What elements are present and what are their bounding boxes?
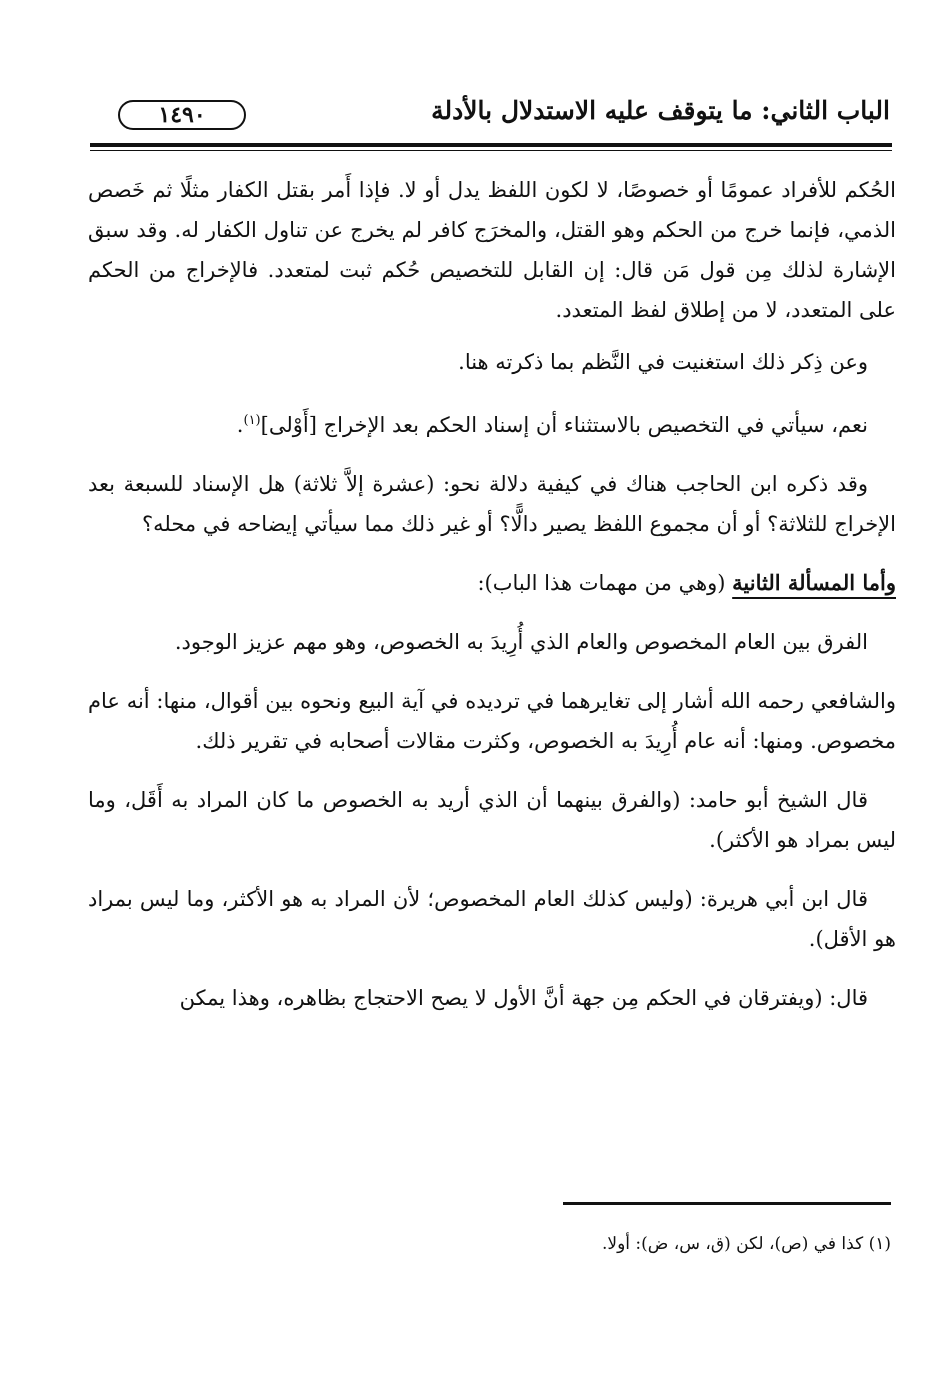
paragraph-2: وعن ذِكر ذلك استغنيت في النَّظم بما ذكرته هنا. xyxy=(458,350,868,374)
paragraph-8: قال الشيخ أبو حامد: (والفرق بينهما أن الذي أريد به الخصوص ما كان المراد به أَقَل، وما ليس بمراد هو الأكثر). xyxy=(88,788,896,852)
page-header xyxy=(90,96,890,138)
page-number: ١٤٩٠ xyxy=(118,100,246,130)
header-rule-thin xyxy=(90,150,892,151)
section-heading-note: (وهي من مهمات هذا الباب): xyxy=(477,571,733,595)
paragraph-3-text: نعم، سيأتي في التخصيص بالاستثناء أن إسناد الحكم بعد الإخراج [أَوْلى] xyxy=(260,413,868,437)
paragraph-5 xyxy=(88,563,896,603)
footnote-1: (١) كذا في (ص)، لكن (ق، س، ض): أولا. xyxy=(602,1234,891,1254)
paragraph-9: قال ابن أبي هريرة: (وليس كذلك العام المخصوص؛ لأن المراد به هو الأكثر، وما ليس بمراد هو الأقل). xyxy=(88,887,896,951)
paragraph-6: الفرق بين العام المخصوص والعام الذي أُرِيدَ به الخصوص، وهو مهم عزيز الوجود. xyxy=(174,630,868,654)
main-text xyxy=(88,170,896,1037)
paragraph-4: وقد ذكره ابن الحاجب هناك في كيفية دلالة نحو: (عشرة إلاَّ ثلاثة) هل الإسناد للسبعة بعد الإخراج للثلاثة؟ أو أن مجموع اللفظ يصير دالًّا؟ أو غير ذلك مما سيأتي إيضاحه في محله؟ xyxy=(88,472,896,536)
paragraph-3 xyxy=(88,401,896,445)
paragraph-10: قال: (ويفترقان في الحكم مِن جهة أنَّ الأول لا يصح الاحتجاج بظاهره، وهذا يمكن xyxy=(179,986,868,1010)
paragraph-1: الحُكم للأفراد عمومًا أو خصوصًا، لا لكون اللفظ يدل أو لا. فإذا أَمر بقتل الكفار مثلًا ثم خَصص الذمي، فإنما خرج من الحكم وهو القتل، والمخرَج كافر لم يخرج عن تناول الكفار له. وقد سبق الإشارة لذلك مِن قول مَن قال: إن القابل للتخصيص حُكم ثبت لمتعدد. فالإخراج من الحكم على المتعدد، لا من إطلاق لفظ المتعدد. xyxy=(88,178,896,322)
paragraph-3-end: . xyxy=(236,413,244,437)
footnote-separator xyxy=(563,1202,891,1205)
footnote-reference[interactable]: (١) xyxy=(243,413,261,428)
running-title: الباب الثاني: ما يتوقف عليه الاستدلال بالأدلة xyxy=(431,96,890,125)
section-heading: وأما المسألة الثانية xyxy=(732,570,896,595)
header-rule-thick xyxy=(90,143,892,147)
paragraph-7: والشافعي رحمه الله أشار إلى تغايرهما في ترديده في آية البيع ونحوه بين أقوال، منها: أنه عام مخصوص. ومنها: أنه عام أُرِيدَ به الخصوص، وكثرت مقالات أصحابه في تقرير ذلك. xyxy=(88,689,896,753)
